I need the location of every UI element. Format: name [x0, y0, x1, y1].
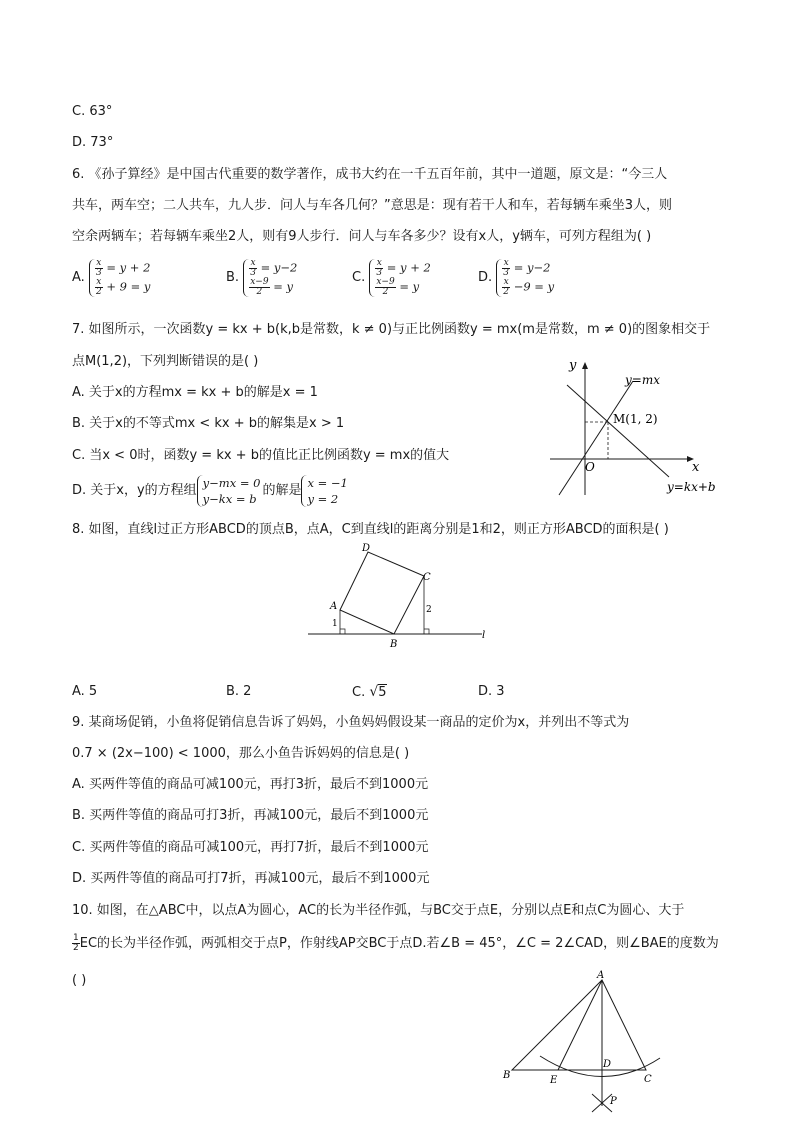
label-x: x	[692, 460, 700, 475]
q10-figure-triangle	[498, 966, 678, 1116]
q7-option-c: C. 当x < 0时，函数y = kx + b的值比正比例函数y = mx的值大	[72, 448, 450, 463]
q8-option-a: A. 5	[72, 684, 98, 699]
label-y-mx: y=mx	[625, 373, 660, 387]
label-a: A	[330, 601, 338, 612]
q6-stem-line1: 6. 《孙子算经》是中国古代重要的数学著作，成书大约在一千五百年前，其中一道题，原文是：“今三人	[72, 167, 668, 182]
label-c: C	[423, 572, 431, 583]
q7-option-b: B. 关于x的不等式mx < kx + b的解集是x > 1	[72, 416, 345, 431]
line-y-kx-b	[567, 385, 669, 477]
q8-figure-square	[300, 540, 500, 652]
q8-option-c: C. √5	[352, 684, 387, 700]
right-angle-c	[424, 629, 429, 634]
q9-stem-line2: 0.7 × (2x−100) < 1000，那么小鱼告诉妈妈的信息是( )	[72, 746, 410, 761]
label-origin: O	[585, 460, 595, 474]
label-point-m: M(1, 2)	[613, 412, 658, 426]
q9-option-d: D. 买两件等值的商品可打7折，再减100元，最后不到1000元	[72, 871, 430, 886]
q9-option-a: A. 买两件等值的商品可减100元，再打3折，最后不到1000元	[72, 777, 429, 792]
segment-ae	[558, 980, 602, 1070]
q8-stem: 8. 如图，直线l过正方形ABCD的顶点B，点A，C到直线l的距离分别是1和2，则正方形ABCD的面积是( )	[72, 522, 669, 537]
line-y-mx	[559, 381, 633, 495]
label-y-kx-b: y=kx+b	[667, 480, 716, 494]
q7-option-a: A. 关于x的方程mx = kx + b的解是x = 1	[72, 385, 318, 400]
q6-option-a: A. $\frac{x}{3}$ = y + 2 $\frac{x}{2}$ + 9 = y	[72, 258, 151, 297]
label-c: C	[644, 1074, 652, 1085]
q8-option-d: D. 3	[478, 684, 505, 699]
square-abcd	[340, 552, 424, 634]
q9-stem-line1: 9. 某商场促销，小鱼将促销信息告诉了妈妈，小鱼妈妈假设某一商品的定价为x，并列出不等式为	[72, 715, 630, 730]
q10-stem-line2: $\frac{1}{2}$ EC的长为半径作弧，两弧相交于点P，作射线AP交BC于点D.若∠B = 45°，∠C = 2∠CAD，则∠BAE的度数为	[73, 933, 719, 953]
q7-figure-graph	[545, 355, 735, 500]
q9-option-b: B. 买两件等值的商品可打3折，再减100元，最后不到1000元	[72, 808, 429, 823]
label-e: E	[550, 1075, 558, 1086]
q6-option-c: C. $\frac{x}{3}$ = y + 2 $\frac{x-9}{2}$ = y	[352, 258, 431, 297]
label-l: l	[482, 630, 486, 641]
label-a: A	[597, 970, 605, 981]
q7-stem-line2: 点M(1,2)，下列判断错误的是( )	[72, 354, 259, 369]
triangle-abc	[512, 980, 646, 1070]
label-b: B	[503, 1070, 511, 1081]
label-dist-2: 2	[426, 605, 432, 615]
q5-option-c: C. 63°	[72, 104, 113, 119]
q10-stem-line1: 10. 如图，在△ABC中，以点A为圆心，AC的长为半径作弧，与BC交于点E，分别以点E和点C为圆心、大于	[72, 903, 685, 918]
q6-option-b: B. $\frac{x}{3}$ = y−2 $\frac{x-9}{2}$ = y	[226, 258, 298, 297]
label-b: B	[390, 639, 398, 650]
q6-stem-line2: 共车，两车空；二人共车，九人步．问人与车各几何？”意思是：现有若干人和车，若每辆车乘坐3人，则	[72, 198, 673, 213]
q10-stem-line3: ( )	[72, 973, 87, 988]
label-d: D	[603, 1059, 612, 1070]
q9-option-c: C. 买两件等值的商品可减100元，再打7折，最后不到1000元	[72, 840, 429, 855]
label-d: D	[362, 543, 371, 554]
q7-stem-line1: 7. 如图所示，一次函数y = kx + b(k,b是常数，k ≠ 0)与正比例函数y = mx(m是常数，m ≠ 0)的图象相交于	[72, 322, 711, 337]
arc-center-a	[540, 1056, 660, 1077]
q5-option-d: D. 73°	[72, 135, 114, 150]
label-p: P	[610, 1096, 617, 1107]
q6-option-d: D. $\frac{x}{3}$ = y−2 $\frac{x}{2}$ −9 = y	[478, 258, 555, 297]
label-dist-1: 1	[332, 619, 338, 629]
q6-stem-line3: 空余两辆车；若每辆车乘坐2人，则有9人步行．问人与车各多少？设有x人，y辆车，可列方程组为( )	[72, 229, 652, 244]
q8-option-b: B. 2	[226, 684, 252, 699]
q7-option-d: D. 关于x，y的方程组 y−mx = 0 y−kx = b 的解是 x = −1 y = 2	[72, 476, 348, 506]
right-angle-a	[340, 629, 345, 634]
label-y: y	[569, 358, 577, 373]
